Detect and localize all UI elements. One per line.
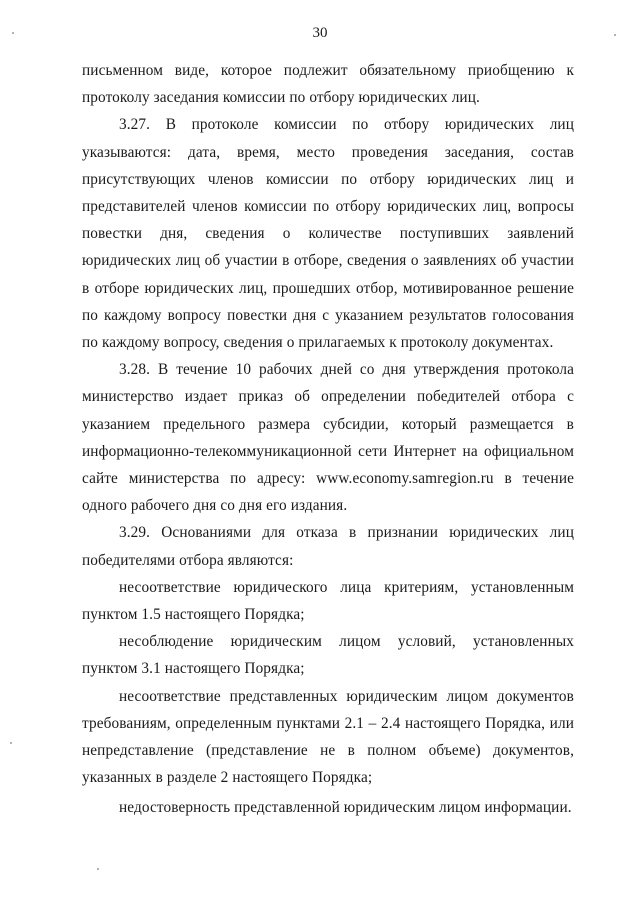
- page-number: 30: [312, 25, 328, 41]
- paragraph-3-27: 3.27. В протоколе комиссии по отбору юридических лиц указываются: дата, время, место проведения заседания, состав присутствующих членов комиссии по отбору юридических лиц и представителей членов комиссии по отбору юридических лиц, вопросы повестки дня, сведения о количестве поступивших заявлений юридических лиц об участии в отборе, сведения о заявлениях об участии в отборе юридических лиц, прошедших отбор, мотивированное решение по каждому вопросу повестки дня с указанием результатов голосования по каждому вопросу, сведения о прилагаемых к протоколу документах.: [82, 116, 574, 352]
- paragraph-3-29: 3.29. Основаниями для отказа в признании юридических лиц победителями отбора являются:: [82, 524, 574, 569]
- list-item-criteria: несоответствие юридического лица критериям, установленным пунктом 1.5 настоящего Порядка;: [82, 578, 574, 624]
- scan-speck: [614, 34, 616, 36]
- scan-speck: [12, 32, 14, 34]
- paragraph-3-28: 3.28. В течение 10 рабочих дней со дня утверждения протокола министерство издает приказ об определении победителей отбора с указанием предельного размера субсидии, который размещается в информационно-телекоммуникационной сети Интернет на официальном сайте министерства по адресу: www.economy.samregion.ru в течение одного рабочего дня со дня его издания.: [82, 361, 574, 515]
- scan-speck: [10, 742, 12, 744]
- list-item-conditions: несоблюдение юридическим лицом условий, установленных пунктом 3.1 настоящего Порядка;: [82, 633, 574, 678]
- list-item-information: недостоверность представленной юридическим лицом информации.: [119, 799, 572, 817]
- scan-speck: [97, 868, 99, 870]
- paragraph-continuation: письменном виде, которое подлежит обязательному приобщению к протоколу заседания комиссии по отбору юридических лиц.: [82, 62, 574, 107]
- document-body: [82, 57, 574, 822]
- list-item-documents: несоответствие представленных юридическим лицом документов требованиям, определенным пунктами 2.1 – 2.4 настоящего Порядка, или непредставление (представление не в полном объеме) документов, указанных в разделе 2 настоящего Порядка;: [82, 687, 574, 787]
